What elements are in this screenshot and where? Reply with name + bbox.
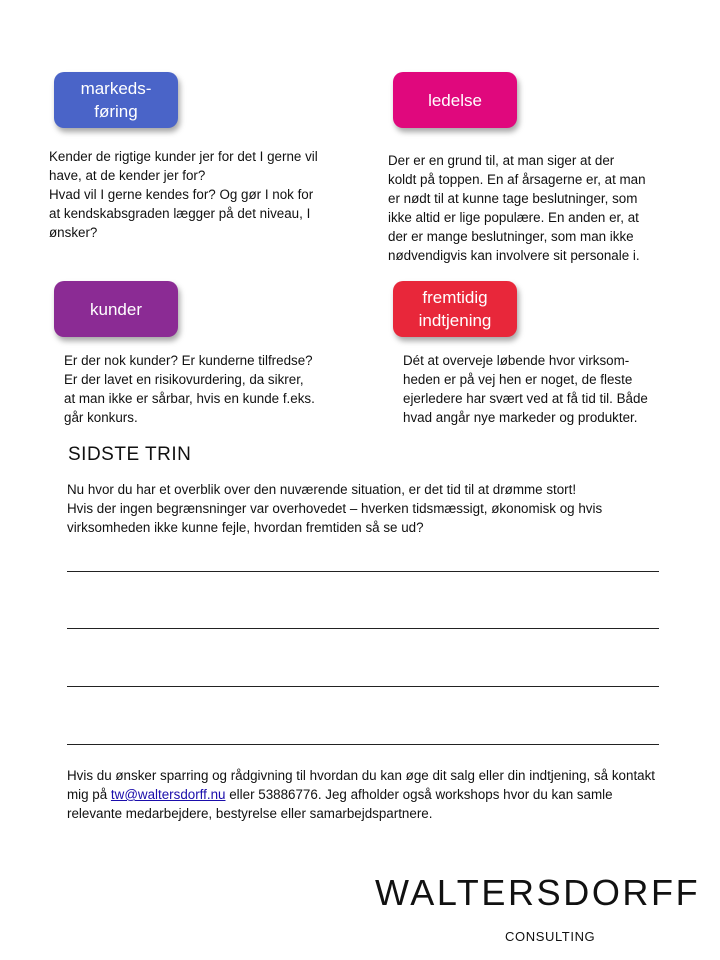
brand-subtitle: CONSULTING xyxy=(505,929,596,944)
future-earnings-tag-label: fremtidig indtjening xyxy=(418,288,492,330)
writing-line xyxy=(67,571,659,572)
final-step-text: Nu hvor du har et overblik over den nuværende situation, er det tid til at drømme stort! Hvis der ingen begrænsninger var overhovedet – hverken tidsmæssigt, økonomisk og hvis virksomheden ikke kunne fejle, hvordan fremtiden så se ud? xyxy=(67,482,603,535)
future-earnings-text: Dét at overveje løbende hvor virksom- heden er på vej hen er noget, de fleste ejerledere har svært ved at få tid til. Både hvad angår nye markeder og produkter. xyxy=(403,353,648,425)
leadership-text: Der er en grund til, at man siger at der koldt på toppen. En af årsagerne er, at man er nødt til at kunne tage beslutninger, som ikke altid er lige populære. En anden er, at der er mange beslutninger, som man ikke nødvendigvis kan involvere sit personale i. xyxy=(388,153,646,263)
writing-line xyxy=(67,744,659,745)
future-earnings-tag xyxy=(393,281,517,337)
marketing-tag xyxy=(54,72,178,128)
writing-line xyxy=(67,628,659,629)
contact-text-before: Hvis du ønsker sparring og rådgivning til hvordan du kan øge dit salg eller din indtjening, så kontakt mig på xyxy=(67,768,656,802)
brand-logo: WALTERSDORFF xyxy=(375,872,701,913)
customers-text: Er der nok kunder? Er kunderne tilfredse? Er der lavet en risikovurdering, da sikrer, at man ikke er sårbar, hvis en kunde f.eks. går konkurs. xyxy=(64,353,315,425)
writing-line xyxy=(67,686,659,687)
leadership-tag-label: ledelse xyxy=(428,90,482,110)
leadership-tag xyxy=(393,72,517,128)
customers-tag xyxy=(54,281,178,337)
contact-paragraph xyxy=(67,766,667,823)
contact-text-after: eller 53886776. Jeg afholder også workshops hvor du kan samle relevante medarbejdere, bestyrelse eller samarbejdspartnere. xyxy=(67,787,613,821)
marketing-text: Kender de rigtige kunder jer for det I gerne vil have, at de kender jer for? Hvad vil I gerne kendes for? Og gør I nok for at kendskabsgraden lægger på det niveau, I ønsker? xyxy=(49,149,318,240)
final-step-heading: SIDSTE TRIN xyxy=(68,444,192,465)
email-link[interactable]: tw@waltersdorff.nu xyxy=(110,787,226,802)
customers-tag-label: kunder xyxy=(90,299,142,319)
marketing-tag-label: markeds- føring xyxy=(80,79,152,121)
